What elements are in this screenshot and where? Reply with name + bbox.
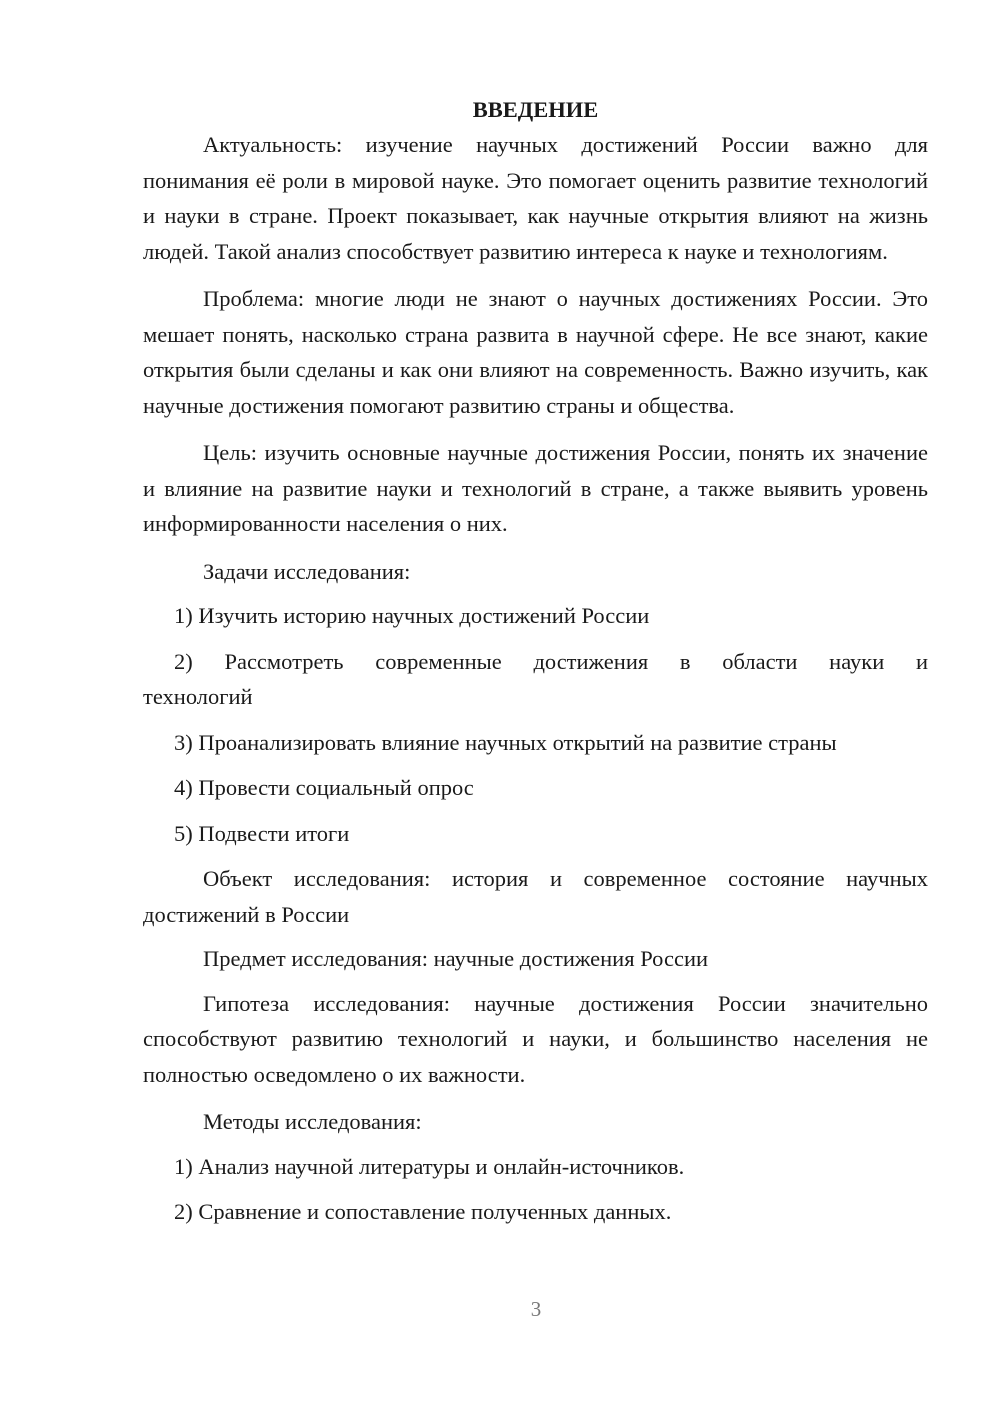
goal-paragraph: Цель: изучить основные научные достижения России, понять их значение и влияние на развитие науки и технологий в стране, а также выявить уровень информированности населения о них. [143,440,928,536]
page-title: ВВЕДЕНИЕ [472,97,599,122]
problem-paragraph: Проблема: многие люди не знают о научных достижениях России. Это мешает понять, насколько страна развита в научной сфере. Не все знают, какие открытия были сделаны и как они влияют на современность. Важно изучить, как научные достижения помогают развитию страны и общества. [143,286,928,418]
object-paragraph: Объект исследования: история и современное состояние научных достижений в России [143,866,928,927]
task-item-2-line: 2) Рассмотреть современные достижения в области науки и [174,648,928,674]
task-item-1: 1) Изучить историю научных достижений России [174,603,650,628]
task-item-2 [143,644,928,715]
task-item-2-continuation: технологий [143,684,253,709]
task-item-5: 5) Подвести итоги [174,820,350,846]
task-item-4: 4) Провести социальный опрос [174,775,474,800]
hypothesis-paragraph: Гипотеза исследования: научные достижения России значительно способствуют развитию технологий и науки, и большинство населения не полностью осведомлено о их важности. [143,990,928,1087]
method-item-2: 2) Сравнение и сопоставление полученных данных. [174,1199,672,1224]
page-number: 3 [530,1297,542,1321]
document-body [143,92,928,1240]
methods-heading: Методы исследования: [203,1109,422,1134]
method-item-1: 1) Анализ научной литературы и онлайн-источников. [174,1153,685,1179]
task-item-3: 3) Проанализировать влияние научных открытий на развитие страны [174,729,837,755]
subject-paragraph: Предмет исследования: научные достижения России [203,946,709,971]
tasks-heading: Задачи исследования: [203,558,411,584]
relevance-paragraph: Актуальность: изучение научных достижений России важно для понимания её роли в мировой науке. Это помогает оценить развитие технологий и науки в стране. Проект показывает, как научные открытия влияют на жизнь людей. Такой анализ способствует развитию интереса к науке и технологиям. [143,132,928,264]
